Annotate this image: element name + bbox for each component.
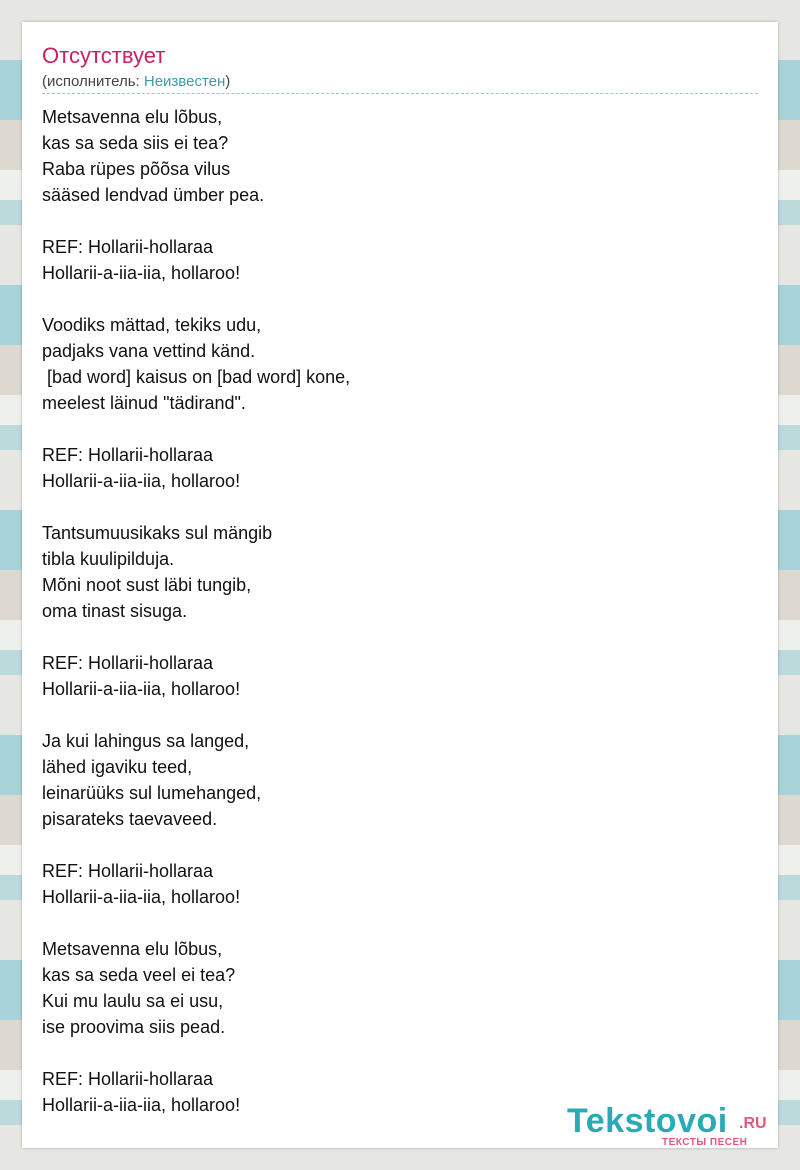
lyric-line: Raba rüpes põõsa vilus xyxy=(42,159,231,179)
artist-suffix: ) xyxy=(225,73,231,90)
lyric-line: kas sa seda siis ei tea? xyxy=(42,133,229,153)
lyric-line xyxy=(42,416,742,442)
lyric-line: REF: Hollarii-hollaraa xyxy=(42,1069,214,1089)
lyric-line: REF: Hollarii-hollaraa xyxy=(42,237,214,257)
lyric-line xyxy=(42,208,742,234)
lyric-line: Hollarii-a-iia-iia, hollaroo! xyxy=(42,1095,241,1115)
lyric-line xyxy=(42,1040,742,1066)
lyric-line xyxy=(42,702,742,728)
lyric-line: Hollarii-a-iia-iia, hollaroo! xyxy=(42,679,241,699)
lyric-line: sääsed lendvad ümber pea. xyxy=(42,185,265,205)
lyric-line: pisarateks taevaveed. xyxy=(42,809,218,829)
logo-wordmark: Tekstovoi xyxy=(567,1102,728,1140)
artist-link[interactable]: Неизвестен xyxy=(143,73,226,90)
lyric-line: REF: Hollarii-hollaraa xyxy=(42,861,214,881)
lyric-line: ise proovima siis pead. xyxy=(42,1017,226,1037)
lyric-line xyxy=(42,286,742,312)
lyric-line: tibla kuulipilduja. xyxy=(42,549,175,569)
lyric-line: Kui mu laulu sa ei usu, xyxy=(42,991,224,1011)
lyric-line: Ja kui lahingus sa langed, xyxy=(42,731,250,751)
lyric-line: leinarüüks sul lumehanged, xyxy=(42,783,262,803)
artist-line xyxy=(42,73,230,91)
artist-prefix: (исполнитель: xyxy=(42,73,144,90)
lyrics-card xyxy=(22,22,778,1148)
lyric-line xyxy=(42,494,742,520)
lyric-line: Mõni noot sust läbi tungib, xyxy=(42,575,252,595)
song-title: Отсутствует xyxy=(42,43,166,68)
lyric-line: meelest läinud "tädirand". xyxy=(42,393,246,413)
lyric-line: Metsavenna elu lõbus, xyxy=(42,107,223,127)
logo-domain: .RU xyxy=(739,1115,767,1132)
lyric-line: kas sa seda veel ei tea? xyxy=(42,965,236,985)
lyric-line: REF: Hollarii-hollaraa xyxy=(42,445,214,465)
lyric-line: oma tinast sisuga. xyxy=(42,601,188,621)
lyric-line: Tantsumuusikaks sul mängib xyxy=(42,523,273,543)
title-divider xyxy=(42,93,758,94)
lyric-line: Metsavenna elu lõbus, xyxy=(42,939,223,959)
lyric-line: padjaks vana vettind känd. xyxy=(42,341,256,361)
site-logo[interactable] xyxy=(567,1102,777,1148)
lyric-line: Hollarii-a-iia-iia, hollaroo! xyxy=(42,471,241,491)
logo-tagline: ТЕКСТЫ ПЕСЕН xyxy=(662,1137,748,1148)
lyric-line xyxy=(42,624,742,650)
lyric-line: Voodiks mättad, tekiks udu, xyxy=(42,315,262,335)
lyric-line: Hollarii-a-iia-iia, hollaroo! xyxy=(42,887,241,907)
lyric-line: lähed igaviku teed, xyxy=(42,757,193,777)
lyric-line: REF: Hollarii-hollaraa xyxy=(42,653,214,673)
lyric-line xyxy=(42,832,742,858)
lyric-line: [bad word] kaisus on [bad word] kone, xyxy=(42,367,351,387)
lyrics-body xyxy=(42,104,742,1118)
lyric-line: Hollarii-a-iia-iia, hollaroo! xyxy=(42,263,241,283)
lyric-line xyxy=(42,910,742,936)
